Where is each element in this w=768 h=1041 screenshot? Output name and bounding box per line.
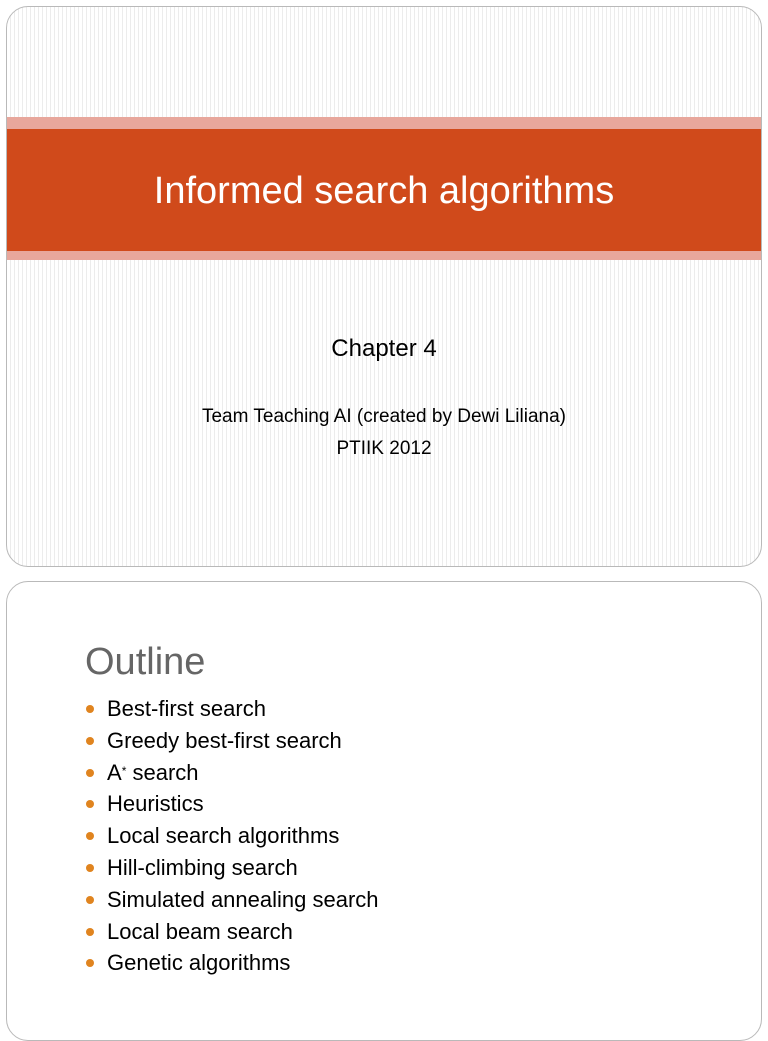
- list-item: [85, 728, 379, 760]
- outline-heading: Outline: [85, 641, 206, 683]
- list-item: [85, 887, 379, 919]
- list-item: [85, 791, 379, 823]
- bullet-icon: [86, 928, 94, 936]
- list-item: [85, 696, 379, 728]
- list-item-label: Local search algorithms: [107, 823, 340, 849]
- slide-subtitle: Chapter 4: [331, 335, 437, 362]
- list-item-label: Genetic algorithms: [107, 950, 291, 976]
- bullet-icon: [86, 832, 94, 840]
- title-band-top-stripe: [7, 117, 761, 129]
- list-item: [85, 919, 379, 951]
- bullet-icon: [86, 959, 94, 967]
- list-item-label: Local beam search: [107, 918, 293, 944]
- list-item: [85, 823, 379, 855]
- list-item-label: A: [107, 759, 122, 785]
- bullet-icon: [86, 864, 94, 872]
- list-item: [85, 950, 379, 982]
- list-item-label: Hill-climbing search: [107, 854, 298, 880]
- list-item-label: Heuristics: [107, 791, 204, 817]
- list-item-label: Simulated annealing search: [107, 886, 379, 912]
- list-item: [85, 760, 379, 792]
- bullet-icon: [86, 896, 94, 904]
- bullet-icon: [86, 737, 94, 745]
- list-item-suffix: search: [126, 759, 199, 785]
- title-band-bottom-stripe: [7, 251, 761, 260]
- credit-line-institution: PTIIK 2012: [336, 438, 432, 459]
- list-item-label: Greedy best-first search: [107, 727, 342, 753]
- bullet-icon: [86, 705, 94, 713]
- outline-slide: [6, 581, 762, 1041]
- list-item-label: Best-first search: [107, 696, 266, 721]
- outline-list: [85, 696, 379, 982]
- list-item: [85, 855, 379, 887]
- bullet-icon: [86, 800, 94, 808]
- slide-title: Informed search algorithms: [153, 170, 615, 212]
- credit-line-authors: Team Teaching AI (created by Dewi Liliana): [201, 406, 566, 427]
- title-slide: [6, 6, 762, 567]
- list-item-superscript: *: [121, 763, 127, 778]
- bullet-icon: [86, 769, 94, 777]
